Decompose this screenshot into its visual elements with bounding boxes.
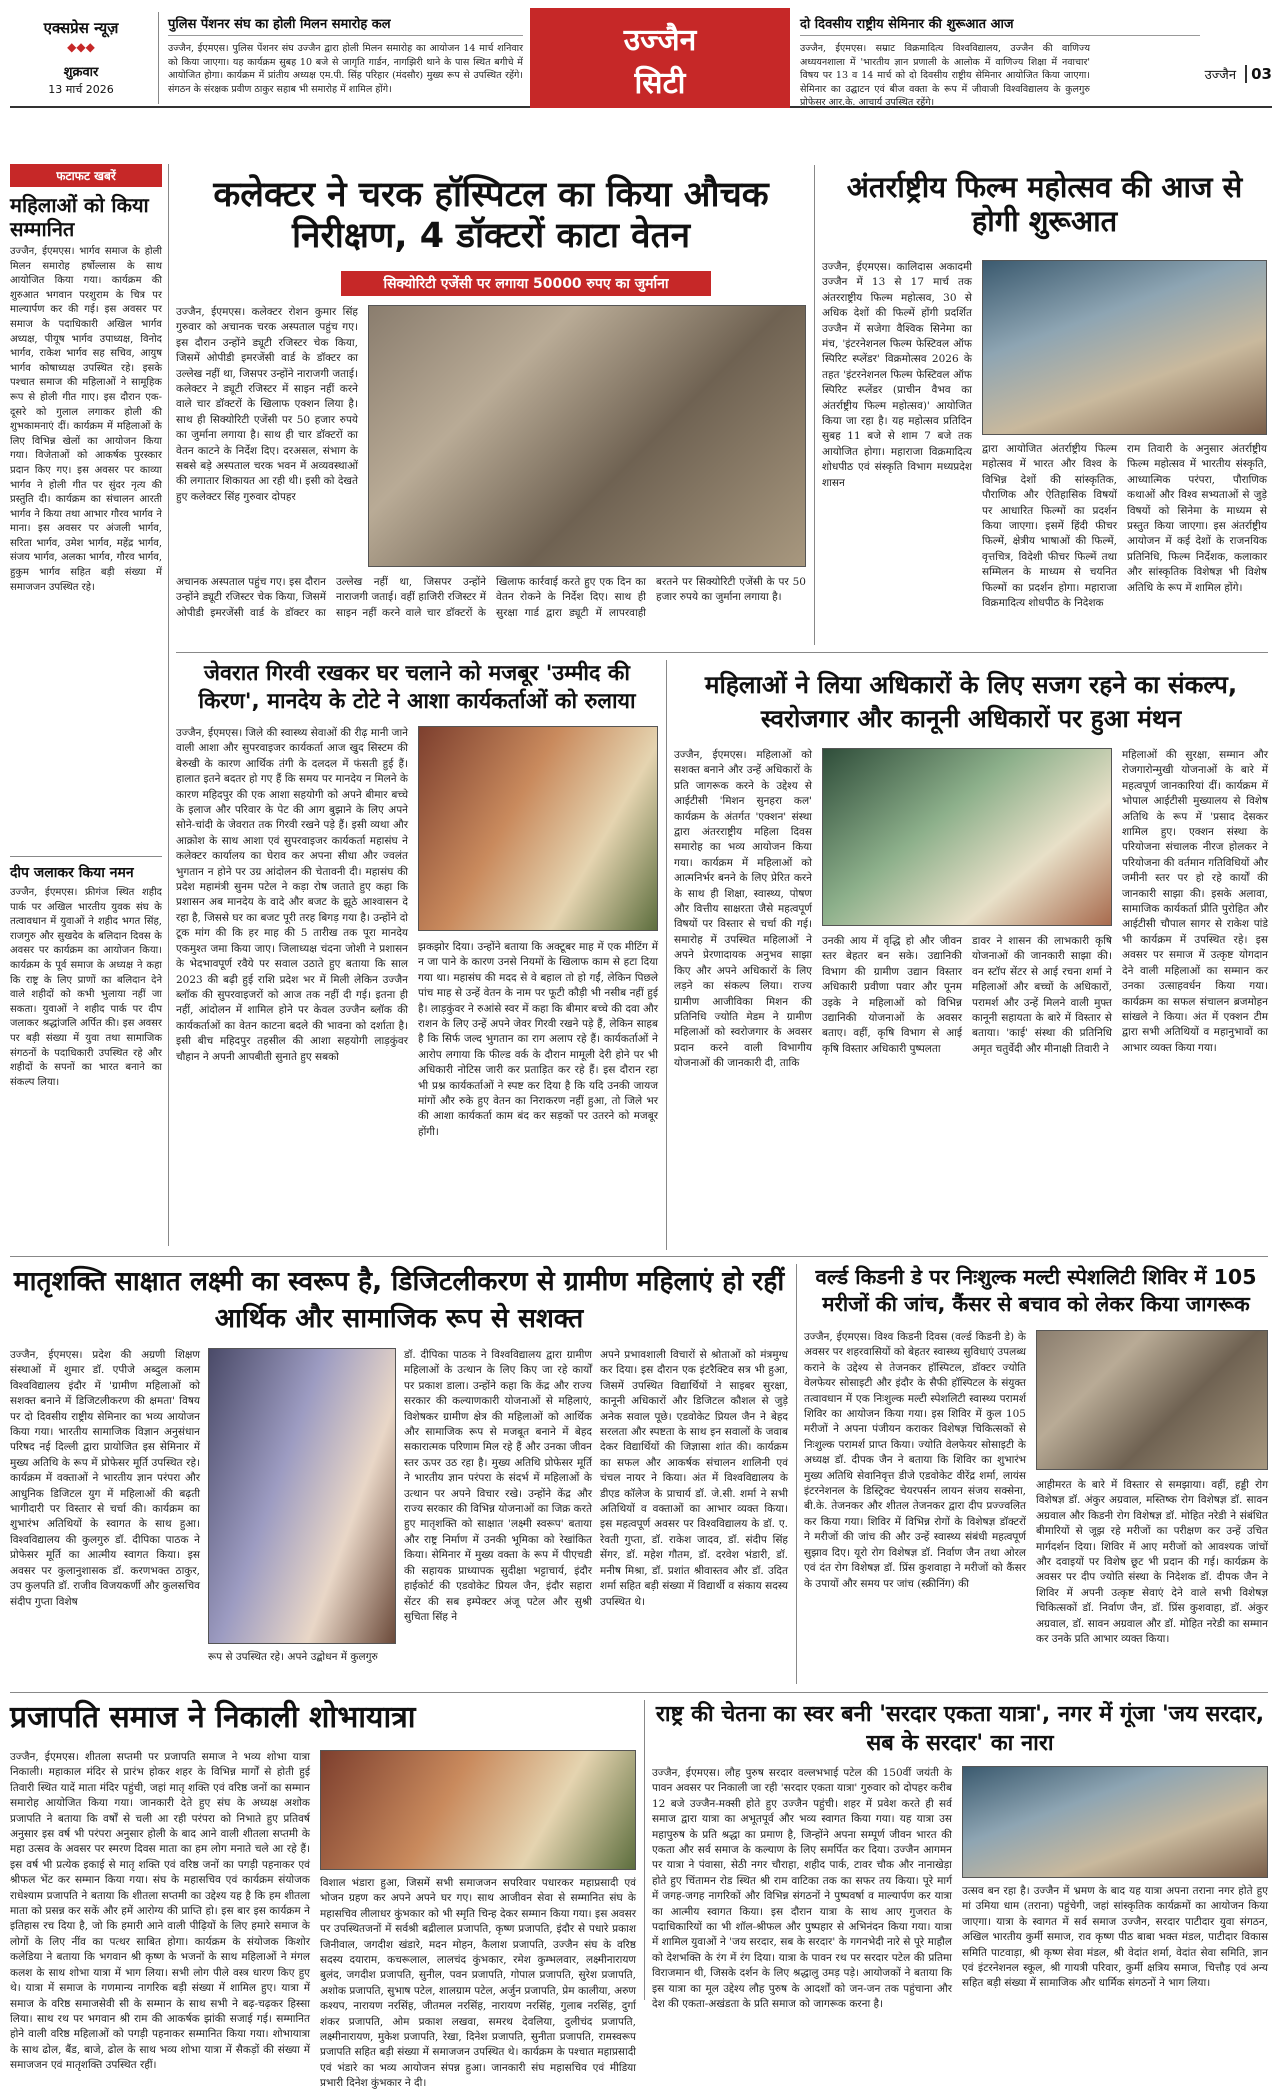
section-title-box bbox=[530, 8, 790, 108]
section-title-line2: सिटी bbox=[634, 66, 686, 101]
collector-photo bbox=[368, 305, 806, 567]
asha-photo bbox=[418, 726, 658, 931]
sardar-headline: राष्ट्र की चेतना का स्वर बनी 'सरदार एकता यात्रा', नगर में गूंजा 'जय सरदार, सब के सरदार' का नारा bbox=[655, 1702, 1265, 1757]
sidebar-story1-text: उज्जैन, ईएमएस। भार्गव समाज के होली मिलन समारोह हर्षोल्लास के साथ आयोजित किया गया। कार्यक्रम की शुरुआत भगवान परशुराम के चित्र पर माल्यार्पण कर की गई। इस अवसर पर समाज के पदाधिकारी अखिल भार्गव अध्यक्ष, पीयूष भार्गव उपाध्यक्ष, विनोद भार्गव, राकेश भार्गव सह सचिव, आयुष भार्गव कोषाध्यक्ष उपस्थित रहे। इसके पश्चात समाज की महिलाओं ने सामूहिक रूप से होली गीत गाए। इस दौरान एक-दूसरे को गुलाल लगाकर होली की शुभकामनाएं दीं। कार्यक्रम में महिलाओं के लिए विभिन्न खेलों का आयोजन किया गया। विजेताओं को आकर्षक पुरस्कार प्रदान किए गए। इस अवसर पर काव्या भार्गव ने होली गीत पर सुंदर नृत्य की प्रस्तुति दी। कार्यक्रम का संचालन आरती भार्गव ने किया तथा आभार गौरव भार्गव ने माना। इस अवसर पर अंजली भार्गव, सरिता भार्गव, उमेश भार्गव, महेंद्र भार्गव, संजय भार्गव, अलका भार्गव, गौरव भार्गव, हुकुम भार्गव सहित बड़ी संख्या में समाजजन उपस्थित रहे। bbox=[10, 246, 162, 593]
kidney-col1: उज्जैन, ईएमएस। विश्व किडनी दिवस (वर्ल्ड किडनी डे) के अवसर पर शहरवासियों को बेहतर स्वास्थ्य सुविधाएं उपलब्ध कराने के उद्देश्य से तेजनकर हॉस्पिटल, डॉक्टर ज्योति वेलफेयर सोसाइटी और इंदौर के सैफी हॉस्पिटल के संयुक्त तत्वावधान में एक निःशुल्क मल्टी स्पेशलिटी स्वास्थ्य परामर्श शिविर का आयोजन किया गया। इस शिविर में कुल 105 मरीजों ने अपना पंजीयन कराकर विशेषज्ञ चिकित्सकों से निःशुल्क परामर्श प्राप्त किया। ज्योति वेलफेयर सोसाइटी के अध्यक्ष डॉ. दीपक जैन ने बताया कि शिविर का शुभारंभ मुख्य अतिथि सेवानिवृत्त डीजे एडवोकेट वीरेंद्र शर्मा, लायंस इंटरनेशनल के डिस्ट्रिक्ट चेयरपर्सन लायन संजय सक्सेना, बी.के. तेजनकर और शीतल तेजनकर द्वारा दीप प्रज्ज्वलित कर किया गया। शिविर में विभिन्न रोगों के विशेषज्ञ डॉक्टरों ने मरीजों की जांच की और उन्हें स्वास्थ्य संबंधी महत्वपूर्ण सुझाव दिए। यूरो रोग विशेषज्ञ डॉ. निर्वाण जैन तथा ओरल एवं दंत रोग विशेषज्ञ डॉ. प्रिंस कुशवाहा ने मरीजों को कैंसर के उपायों और समय पर जांच (स्क्रीनिंग) की bbox=[804, 1331, 1026, 1590]
prajapati-col2: विशाल भंडारा हुआ, जिसमें सभी समाजजन सपरिवार पधारकर महाप्रसादी एवं भोजन ग्रहण कर अपने अपने घर गए। साथ आजीवन सेवा से सम्मानित संघ के महासचिव लीलाधर कुंभकार को भी स्मृति चिन्ह देकर सम्मान किया गया। इस अवसर पर उपस्थितजनों में सर्वश्री बद्रीलाल प्रजापति, कृष्ण प्रजापति, इंदौर से पधारे प्रकाश जिनीवाल, जगदीश खंडारे, मदन मोहन, कैलाश प्रजापति, उज्जैन संघ के वरिष्ठ सदस्य दयाराम, कचरूलाल, लालचंद कुंभकार, रमेश कुम्भलवार, लक्ष्मीनारायण बुलंद, जगदीश प्रजापति, सुनील, पवन प्रजापति, गोपाल प्रजापति, सुरेश प्रजापति, अशोक प्रजापति, सुभाष पटेल, शालग्राम पटेल, अर्जुन प्रजापति, प्रेम कालीया, अरुण कश्यप, नारायण नरसिंह, जीतमल नरसिंह, नारायण नरसिंह, गुलाब नरसिंह, दुर्गा शंकर प्रजापति, ओम प्रकाश लखवा, समरथ देवलिया, दुलीचंद प्रजापति, लक्ष्मीनारायण, मुकेश प्रजापति, रेखा, दिनेश प्रजापति, सुनीता प्रजापति, रामस्वरूप प्रजापति सहित बड़ी संख्या में समाजजन उपस्थित थे। कार्यक्रम के पश्चात महाप्रसादी एवं भंडारे का भव्य आयोजन संपन्न हुआ। जानकारी संघ महासचिव एवं मीडिया प्रभारी दिनेश कुंभकार ने दी। bbox=[320, 1877, 636, 2090]
sidebar-story2-text: उज्जैन, ईएमएस। फ्रीगंज स्थित शहीद पार्क पर अखिल भारतीय युवक संघ के तत्वावधान में युवाओं ने शहीद भगत सिंह, राजगुरु और सुखदेव के बलिदान दिवस के अवसर पर कार्यक्रम का आयोजन किया। कार्यक्रम के पूर्व समाज के अध्यक्ष ने कहा कि राष्ट्र के लिए प्राणों का बलिदान देने वाले शहीदों को कभी भुलाया नहीं जा सकता। युवाओं ने शहीद पार्क पर दीप जलाकर श्रद्धांजलि अर्पित की। इस अवसर पर बड़ी संख्या में युवा तथा सामाजिक संगठनों के पदाधिकारी उपस्थित रहे और शहीदों के सपनों का भारत बनाने का संकल्प लिया। bbox=[10, 887, 162, 1088]
sardar-photo bbox=[962, 1766, 1268, 1878]
brand-diamond-icon: ◆◆◆ bbox=[67, 40, 95, 54]
masthead bbox=[10, 8, 1272, 108]
digital-col1: उज्जैन, ईएमएस। प्रदेश की अग्रणी शिक्षण संस्थाओं में शुमार डॉ. एपीजे अब्दुल कलाम विश्वविद्यालय इंदौर में 'ग्रामीण महिलाओं को सशक्त बनाने में डिजिटलीकरण की क्षमता' विषय पर दो दिवसीय राष्ट्रीय सेमिनार का भव्य आयोजन किया गया। भारतीय सामाजिक विज्ञान अनुसंधान परिषद नई दिल्ली द्वारा प्रायोजित इस सेमिनार में मुख्य अतिथि के रूप में प्रोफेसर मूर्ति उपस्थित रहे। कार्यक्रम में वक्ताओं ने भारतीय ज्ञान परंपरा और आधुनिक डिजिटल युग में महिलाओं की बढ़ती भागीदारी पर विस्तार से चर्चा की। कार्यक्रम का शुभारंभ अतिथियों के स्वागत के साथ हुआ। विश्वविद्यालय की कुलगुरु डॉ. दीपिका पाठक ने प्रोफेसर मूर्ति का आत्मीय स्वागत किया। इस अवसर पर कुलानुशासक डॉ. करणभक्त ठाकुर, उप कुलपति डॉ. राजीव विजयकर्णी और कुलसचिव संदीप गुप्ता विशेष bbox=[10, 1349, 200, 1608]
sidebar bbox=[10, 164, 162, 1250]
film-col1: उज्जैन, ईएमएस। कालिदास अकादमी उज्जैन में 13 से 17 मार्च तक अंतरराष्ट्रीय फिल्म महोत्सव, 30 से अधिक देशों की फिल्में होंगी प्रदर्शित उज्जैन में सजेगा वैश्विक सिनेमा का मंच, 'इंटरनेशनल फिल्म फेस्टिवल ऑफ स्पिरिट स्प्लेंडर' विक्रमोत्सव 2026 के तहत 'इंटरनेशनल फिल्म फेस्टिवल ऑफ स्पिरिट स्प्लेंडर (प्राचीन वैभव का अंतर्राष्ट्रीय फिल्म महोत्सव)' आयोजित किया जा रहा है। यह महोत्सव प्रतिदिन सुबह 11 बजे से शाम 7 बजे तक आयोजित होगा। महाराजा विक्रमादित्य शोधपीठ एवं संस्कृति विभाग मध्यप्रदेश शासन bbox=[822, 261, 972, 489]
page-label-city: उज्जैन bbox=[1204, 68, 1237, 83]
women-col4: महिलाओं की सुरक्षा, सम्मान और रोजगारोन्मुखी योजनाओं के बारे में महत्वपूर्ण जानकारियां दीं। कार्यक्रम में भोपाल आईटीसी मुख्यालय से विशेष अतिथि के रूप में 'प्रसाद देसकर शामिल हुए। एक्शन संस्था के परियोजना संचालक नीरज होलकर ने परियोजना की वर्तमान गतिविधियों और जमीनी स्तर पर हो रहे कार्यों की जानकारी साझा की। इसके अलावा, सामाजिक कार्यकर्ता प्रीति पुरोहित और आईटीसी चौपाल सागर से राकेश पांडे भी कार्यक्रम में उपस्थित रहे। इस अवसर पर समाज में उत्कृष्ट योगदान देने वाली महिलाओं का सम्मान कर उनका उत्साहवर्धन किया गया। कार्यक्रम का सफल संचालन ब्रजमोहन सांखले ने किया। अंत में एक्शन टीम द्वारा सभी अतिथियों व महानुभावों का आभार व्यक्त किया गया। bbox=[1122, 749, 1268, 1054]
sidebar-story2-title: दीप जलाकर किया नमन bbox=[10, 865, 134, 881]
women-col2: उनकी आय में वृद्धि हो और जीवन स्तर बेहतर बन सके। उद्यानिकी विभाग की ग्रामीण उद्यान विस्तार अधिकारी प्रवीणा पवार और पूनम उइके ने महिलाओं को विभिन्न उद्यानिकी योजनाओं के अवसर बताए। वहीं, कृषि विभाग से आई कृषि विस्तार अधिकारी पुष्पलता bbox=[822, 935, 962, 1055]
article-film bbox=[822, 170, 1267, 645]
kidney-col2: आहीमरत के बारे में विस्तार से समझाया। वहीं, हड्डी रोग विशेषज्ञ डॉ. अंकुर अग्रवाल, मस्तिष्क रोग विशेषज्ञ डॉ. सावन अग्रवाल और किडनी रोग विशेषज्ञ डॉ. मोहित नरेडी ने संबंधित बीमारियों से जूझ रहे मरीजों का परीक्षण कर उन्हें उचित मार्गदर्शन दिया। शिविर में आए मरीजों को आवश्यक जांचों और दवाइयों पर विशेष छूट भी प्रदान की गई। कार्यक्रम के अवसर पर दीप ज्योति संस्था के निदेशक डॉ. दीपक जैन ने शिविर में अपनी उत्कृष्ट सेवाएं देने वाले सभी विशेषज्ञ चिकित्सकों डॉ. निर्वाण जैन, डॉ. प्रिंस कुशवाहा, डॉ. अंकुर अग्रवाल, डॉ. सावन अग्रवाल और डॉ. मोहित नरेडी का सम्मान कर उनके प्रति आभार व्यक्त किया। bbox=[1036, 1479, 1268, 1646]
article-women bbox=[674, 668, 1268, 1250]
collector-caption-row: अचानक अस्पताल पहुंच गए। इस दौरान उन्होंने ड्यूटी रजिस्टर चेक किया, जिसमें ओपीडी इमरजेंसी वार्ड के डॉक्टर का उल्लेख नहीं था, जिसपर उन्होंने नाराजगी जताई। वहीं हाजिरी रजिस्टर में साइन नहीं करने वाले चार डॉक्टरों के खिलाफ कार्रवाई करते हुए एक दिन का वेतन रोकने के निर्देश दिए। साथ ही सुरक्षा गार्ड द्वारा ड्यूटी में लापरवाही बरतने पर सिक्योरिटी एजेंसी के पर 50 हजार रुपये का जुर्माना लगाया है। bbox=[176, 576, 806, 619]
digital-headline: मातृशक्ति साक्षात लक्ष्मी का स्वरूप है, डिजिटलीकरण से ग्रामीण महिलाएं हो रहीं आर्थिक और सामाजिक रूप से सशक्त bbox=[13, 1266, 785, 1334]
prajapati-col1: उज्जैन, ईएमएस। शीतला सप्तमी पर प्रजापति समाज ने भव्य शोभा यात्रा निकाली। महाकाल मंदिर से प्रारंभ होकर शहर के विभिन्न मार्गों से होती हुई तिवारी स्थित यादें माता मंदिर पहुंची, जहां मातृ शक्ति एवं वरिष्ठ जनों का सम्मान समारोह आयोजित किया गया। जानकारी देते हुए संघ के अध्यक्ष अशोक प्रजापति ने बताया कि वर्षों से चली आ रही परंपरा को निभाते हुए प्रतिवर्ष अनुसार इस वर्ष भी परंपरा अनुसार होली के बाद आने वाली शीतला सप्तमी के महा उत्सव के अवसर पर स्मरण दिवस माता का हम लोग मनाते चले आ रहे हैं। इस वर्ष भी प्रत्येक इकाई से मातृ शक्ति एवं वरिष्ठ जनों का पगड़ी पहनाकर एवं श्रीफल भेंट कर सम्मान किया गया। संघ के महासचिव एवं कार्यक्रम संयोजक राधेश्याम प्रजापति ने बताया कि शीतला सप्तमी का उद्देश्य यह है कि हम शीतला माता को प्रसन्न कर सकें और हमें आरोग्य की प्राप्ति हो। इस बार इस कार्यक्रम ने इतिहास रच दिया है, जो कि हमारी आने वाली पीढ़ियों के लिए हमारे समाज के लोगों के लिए नींव का पत्थर साबित होगा। कार्यक्रम के संयोजक किशोर कलेडिया ने बताया कि भगवान श्री कृष्ण के भजनों के साथ महिलाओं ने मंगल कलश के साथ शोभा यात्रा में भाग लिया। सभी लोग पीले वस्त्र धारण किए हुए थे। यात्रा में समाज के गणमान्य नागरिक बड़ी संख्या में शामिल हुए। यात्रा में समाज के वरिष्ठ समाजसेवी सी के सम्मान के साथ सभी ने बढ़-चढ़कर हिस्सा लिया। साथ रथ पर भगवान श्री राम की आकर्षक झांकी सजाई गई। सम्मानित होने वाली वरिष्ठ महिलाओं को पगड़ी पहनाकर सम्मानित किया गया। शोभायात्रा के साथ ढोल, बैंड, बाजे, ढोल के साथ भव्य शोभा यात्रा में सैकड़ों की संख्या में समाजजन एवं मातृशक्ति उपस्थित रहीं। bbox=[10, 1751, 310, 2072]
digital-col4: अपने प्रभावशाली विचारों से श्रोताओं को मंत्रमुग्ध कर दिया। इस दौरान एक इंटरैक्टिव सत्र भी हुआ, जिसमें उपस्थित विद्यार्थियों ने साइबर सुरक्षा, कानूनी अधिकारों और डिजिटल कौशल से जुड़े अनेक सवाल पूछे। एडवोकेट प्रियल जैन ने बेहद सरलता और स्पष्टता के साथ इन सवालों के जवाब देकर विद्यार्थियों की जिज्ञासा शांत की। कार्यक्रम का सफल और आकर्षक संचालन शालिनी एवं चंचल नायर ने किया। अंत में विश्वविद्यालय के डीएड कॉलेज के प्राचार्य डॉ. जे.सी. शर्मा ने सभी अतिथियों व वक्ताओं का आभार व्यक्त किया। इस महत्वपूर्ण अवसर पर विश्वविद्यालय के डॉ. ए. रेवती गुप्ता, डॉ. राकेश जादव, डॉ. संदीप सिंह सेंगर, डॉ. महेश गौतम, डॉ. दरवेश भंडारी, डॉ. मनीष मिश्रा, डॉ. प्रशांत श्रीवास्तव और डॉ. उदित शर्मा सहित बड़ी संख्या में विद्यार्थी व संकाय सदस्य उपस्थित थे। bbox=[600, 1349, 788, 1608]
collector-headline: कलेक्टर ने चरक हॉस्पिटल का किया औचक निरीक्षण, 4 डॉक्टरों काटा वेतन bbox=[213, 175, 769, 257]
brief-left-text: उज्जैन, ईएमएस। पुलिस पेंशनर संघ उज्जैन द्वारा होली मिलन समारोह का आयोजन 14 मार्च शनिवार को किया जाएगा। यह कार्यक्रम सुबह 10 बजे से जागृति गार्डन, नागझिरी थाने के पास स्थित बगीचे में आयोजित होगा। कार्यक्रम में प्रांतीय अध्यक्ष एम.पी. सिंह परिहार (मंदसौर) मुख्य रूप से उपस्थित रहेंगे। संगठन के संरक्षक प्रवीण ठाकुर सहाब भी समारोह में शामिल होंगे। bbox=[168, 43, 523, 95]
women-col1: उज्जैन, ईएमएस। महिलाओं को सशक्त बनाने और उन्हें अधिकारों के प्रति जागरूक करने के उद्देश्य से आईटीसी 'मिशन सुनहरा कल' कार्यक्रम के अंतर्गत 'एक्शन' संस्था द्वारा अंतरराष्ट्रीय महिला दिवस समारोह का भव्य आयोजन किया गया। कार्यक्रम में महिलाओं को आत्मनिर्भर बनने के लिए प्रेरित करने के साथ ही शिक्षा, स्वास्थ्य, पोषण और वित्तीय साक्षरता जैसे महत्वपूर्ण विषयों पर विस्तार से चर्चा की गई। समारोह में उपस्थित महिलाओं ने अपने प्रेरणादायक अनुभव साझा किए और अपने अधिकारों के लिए लड़ने का संकल्प लिया। राज्य ग्रामीण आजीविका मिशन की प्रतिनिधि ज्योति मेडम ने ग्रामीण महिलाओं को स्वरोजगार के अवसर प्रदान करने वाली विभागीय योजनाओं की जानकारी दी, ताकि bbox=[674, 749, 812, 1070]
issue-day: शुक्रवार bbox=[63, 65, 99, 80]
brand-box bbox=[10, 8, 152, 108]
digital-photo bbox=[208, 1348, 396, 1644]
asha-col2: झकझोर दिया। उन्होंने बताया कि अक्टूबर माह में एक मीटिंग में न जा पाने के कारण उनसे नियमों के खिलाफ काम से हटा दिया गया था। महासंघ की मदद से वे बहाल तो हो गईं, लेकिन पिछले पांच माह से उन्हें वेतन के नाम पर फूटी कौड़ी भी नसीब नहीं हुई है। लाड़कुंवर ने रुआंसे स्वर में कहा कि बीमार बच्चे की दवा और राशन के लिए उन्हें अपने जेवर गिरवी रखने पड़े हैं, लेकिन साहब है कि सिर्फ जल्द भुगतान का राग अलाप रहे हैं। कार्यकर्ताओं ने आरोप लगाया कि फील्ड वर्क के दौरान मामूली देरी होने पर भी अधिकारी नोटिस जारी कर प्रताड़ित कर रहे हैं। इस दौरान रहा भी प्रश्न कार्यकर्ताओं ने स्पष्ट कर दिया है कि यदि उनकी जायज मांगों और रुके हुए वेतन का निराकरण नहीं हुआ, तो जिले भर की आशा कार्यकर्ता काम बंद कर सड़कों पर उतरने को मजबूर होंगी। bbox=[418, 941, 658, 1138]
asha-col1: उज्जैन, ईएमएस। जिले की स्वास्थ्य सेवाओं की रीढ़ मानी जाने वाली आशा और सुपरवाइजर कार्यकर्ता आज खुद सिस्टम की बेरुखी के कारण आर्थिक तंगी के दलदल में फंसती हुई हैं। हालात इतने बदतर हो गए हैं कि समय पर मानदेय न मिलने के कारण महिदपुर की एक आशा सहयोगी को अपने बीमार बच्चे के इलाज और परिवार के पेट की आग बुझाने के लिए अपने सोने-चांदी के जेवरात तक गिरवी रखने पड़े हैं। इसी व्यथा और आक्रोश के साथ आशा एवं सुपरवाइजर कार्यकर्ता महासंघ ने कलेक्टर कार्यालय का घेराव कर अपना सीधा और ज्वलंत भुगतान न होने पर उग्र आंदोलन की चेतावनी दी। महासंघ की प्रदेश महामंत्री सुनम पटेल ने कड़ा रोष जताते हुए कहा कि प्रशासन अब मानदेय के वादे और बजट के झूठे आश्वासन दे रहा है, जिससे घर का बजट पूरी तरह बिगड़ गया है। उन्होंने दो टूक मांग की कि हर माह की 5 तारीख तक पूरा मानदेय एकमुश्त जमा किया जाए। जिलाध्यक्ष चंदना जोशी ने प्रशासन के भेदभावपूर्ण रवैये पर सवाल उठाते हुए बताया कि साल 2023 की बढ़ी हुई राशि प्रदेश भर में मिली लेकिन उज्जैन ब्लॉक की सुपरवाइजरों को आज तक नहीं दी गई। इतना ही नहीं, आंदोलन में शामिल होने पर केवल उज्जैन ब्लॉक की कार्यकर्ताओं का वेतन काटना बदले की भावना को दर्शाता है। इसी बीच महिदपुर तहसील की आशा सहयोगी लाड़कुंवर चौहान ने अपनी आपबीती सुनाते हुए सबको bbox=[176, 727, 408, 1063]
film-photo bbox=[982, 260, 1267, 435]
collector-col1: उज्जैन, ईएमएस। कलेक्टर रोशन कुमार सिंह गुरुवार को अचानक चरक अस्पताल पहुंच गए। इस दौरान उन्होंने ड्यूटी रजिस्टर चेक किया, जिसमें ओपीडी इमरजेंसी वार्ड के डॉक्टर का उल्लेख नहीं था, जिसपर उन्होंने नाराजगी जताई। कलेक्टर ने ड्यूटी रजिस्टर में साइन नहीं करने वाले चार डॉक्टरों के खिलाफ एक्शन लिया है। साथ ही सिक्योरिटी एजेंसी पर 50 हजार रुपये का जुर्माना लगाया है। साथ ही चार डॉक्टरों का वेतन काटने के निर्देश दिए। दरअसल, संभाग के सबसे बड़े अस्पताल चरक भवन में अव्यवस्थाओं की लगातार शिकायत आ रही थी। इसी को देखते हुए कलेक्टर सिंह गुरुवार दोपहर bbox=[176, 306, 358, 503]
article-kidney bbox=[804, 1264, 1268, 1684]
brief-right-title: दो दिवसीय राष्ट्रीय सेमिनार की शुरूआत आज bbox=[800, 14, 1200, 36]
digital-col3: डॉ. दीपिका पाठक ने विश्वविद्यालय द्वारा ग्रामीण महिलाओं के उत्थान के लिए किए जा रहे कार्यों पर प्रकाश डाला। उन्होंने कहा कि केंद्र और राज्य सरकार की कल्याणकारी योजनाओं से महिलाएं, विशेषकर ग्रामीण क्षेत्र की महिलाओं को आर्थिक और सामाजिक रूप से मजबूत बनाने में बेहद सकारात्मक परिणाम मिल रहे हैं और उनका जीवन स्तर ऊपर उठ रहा है। मुख्य अतिथि प्रोफेसर मूर्ति ने भारतीय ज्ञान परंपरा के संदर्भ में महिलाओं के उत्थान पर अपने विचार रखे। उन्होंने केंद्र और राज्य सरकार की विभिन्न योजनाओं का जिक्र करते हुए मातृशक्ति को साक्षात 'लक्ष्मी स्वरूप' बताया और राष्ट्र निर्माण में उनकी भूमिका को रेखांकित किया। सेमिनार में मुख्य वक्ता के रूप में पीएचडी की सहायक प्राध्यापक सुदीक्षा भट्टाचार्य, इंदौर हाईकोर्ट की एडवोकेट प्रियल जैन, इंदौर सहारा सेंटर की सब इम्पेक्टर अंजू पटेल और सुश्री सुचिता सिंह ने bbox=[404, 1349, 592, 1623]
kidney-headline: वर्ल्ड किडनी डे पर निःशुल्क मल्टी स्पेशलिटी शिविर में 105 मरीजों की जांच, कैंसर से बचाव को लेकर किया जागरूक bbox=[815, 1265, 1257, 1317]
brand-name: एक्सप्रेस न्यूज़ bbox=[43, 19, 119, 37]
article-sardar bbox=[652, 1700, 1268, 2011]
film-col3: राम तिवारी के अनुसार अंतर्राष्ट्रीय फिल्म महोत्सव में भारतीय संस्कृति, आध्यात्मिक परंपरा, पौराणिक कथाओं और विश्व सभ्यताओं से जुड़े विषयों को सिनेमा के माध्यम से प्रस्तुत किया जाएगा। इस अंतर्राष्ट्रीय आयोजन में कई देशों के राजनयिक प्रतिनिधि, फिल्म निर्देशक, कलाकार और सांस्कृतिक विशेषज्ञ भी विशेष अतिथि के रूप में शामिल होंगे। bbox=[1127, 443, 1267, 594]
digital-col2: रूप से उपस्थित रहे। अपने उद्बोधन में कुलगुरु bbox=[208, 1651, 378, 1663]
article-collector bbox=[176, 175, 806, 645]
film-headline: अंतर्राष्ट्रीय फिल्म महोत्सव की आज से होगी शुरूआत bbox=[846, 170, 1243, 239]
page-label bbox=[1180, 64, 1272, 88]
women-col3: डावर ने शासन की लाभकारी कृषि योजनाओं की जानकारी साझा की। वन स्टॉप सेंटर से आई रचना शर्मा ने महिलाओं और बच्चों के अधिकारों, परामर्श और उन्हें मिलने वाली मुफ्त कानूनी सहायता के बारे में विस्तार से बताया। 'काई' संस्था की प्रतिनिधि अमृत चतुर्वेदी और मीनाक्षी तिवारी ने bbox=[972, 935, 1112, 1055]
article-asha bbox=[176, 660, 658, 1250]
section-title-line1: उज्जैन bbox=[623, 23, 697, 58]
article-prajapati bbox=[10, 1700, 636, 2090]
asha-headline: जेवरात गिरवी रखकर घर चलाने को मजबूर 'उम्मीद की किरण', मानदेय के टोटे ने आशा कार्यकर्ताओं को रुलाया bbox=[198, 661, 636, 715]
brief-left bbox=[168, 14, 523, 106]
sardar-col1: उज्जैन, ईएमएस। लौह पुरुष सरदार वल्लभभाई पटेल की 150वीं जयंती के पावन अवसर पर निकाली जा रही 'सरदार एकता यात्रा' गुरुवार को दोपहर करीब 12 बजे उज्जैन-मक्सी होते हुए उज्जैन पहुंची। शहर में प्रवेश करते ही सर्व समाज द्वारा यात्रा का अभूतपूर्व और भव्य स्वागत किया गया। यह यात्रा उस महापुरुष के प्रति श्रद्धा का प्रमाण है, जिन्होंने अपना सम्पूर्ण जीवन भारत की एकता और सर्व समाज के कल्याण के लिए समर्पित कर दिया। उज्जैन आगमन पर यात्रा ने पंवासा, सेठी नगर चौराहा, शहीद पार्क, टावर चौक और नानाखेड़ा होते हुए चिंतामन रोड स्थित श्री राम वाटिका तक का सफर तय किया। पूरे मार्ग में जगह-जगह नागरिकों और विभिन्न संगठनों ने पुष्पवर्षा व माल्यार्पण कर यात्रा का आत्मीय स्वागत किया। इस दौरान यात्रा के साथ आए गुजरात के पदाधिकारियों का भी शॉल-श्रीफल और पुष्पहार से अभिनंदन किया गया। यात्रा में शामिल युवाओं ने 'जय सरदार, सब के सरदार' के गगनभेदी नारे से पूरे माहौल को देशभक्ति के रंग में रंग दिया। यात्रा के पावन रथ पर सरदार पटेल की प्रतिमा विराजमान थी, जिसके दर्शन के लिए श्रद्धालु उमड़ पड़े। आयोजकों ने बताया कि इस यात्रा का मूल उद्देश्य लौह पुरुष के आदर्शों को जन-जन तक पहुंचाना और देश की एकता-अखंडता के प्रति समाज को जागरूक करना है। bbox=[652, 1767, 952, 2011]
women-headline: महिलाओं ने लिया अधिकारों के लिए सजग रहने का संकल्प, स्वरोजगार और कानूनी अधिकारों पर हुआ मंथन bbox=[704, 670, 1238, 733]
brief-left-title: पुलिस पेंशनर संघ का होली मिलन समारोह कल bbox=[168, 14, 523, 36]
prajapati-headline: प्रजापति समाज ने निकाली शोभायात्रा bbox=[10, 1700, 416, 1735]
prajapati-photo bbox=[320, 1750, 636, 1870]
women-photo bbox=[822, 748, 1112, 926]
sardar-col2: उत्सव बन रहा है। उज्जैन में भ्रमण के बाद यह यात्रा अपना तराना नगर होते हुए मां उमिया धाम (तराना) पहुंचेगी, जहां सांस्कृतिक कार्यक्रमों का आयोजन किया जाएगा। यात्रा के स्वागत में सर्व समाज उज्जैन, सरदार पाटीदार युवा संगठन, अखिल भारतीय कुर्मी समाज, राव कृष्ण पीठ बाबा भक्त मंडल, पाटीदार विकास समिति पाटवाड़ा, श्री कृष्ण सेवा मंडल, श्री वेदांत शर्मा, वेदांत सेवा समिति, ज्ञान एवं इंटरनेशनल स्कूल, श्री गायत्री परिवार, कुर्मी क्षत्रिय समाज, चित्तौड़ एवं अन्य सहित बड़ी संख्या में सामाजिक और धार्मिक संगठनों ने भाग लिया। bbox=[962, 1885, 1268, 1990]
film-col2: द्वारा आयोजित अंतर्राष्ट्रीय फिल्म महोत्सव में भारत और विश्व के विभिन्न देशों की सांस्कृतिक, पौराणिक और ऐतिहासिक विषयों पर आधारित फिल्मों का प्रदर्शन किया जाएगा। इसमें हिंदी फीचर फिल्में, क्षेत्रीय भाषाओं की फिल्में, वृत्तचित्र, विदेशी फीचर फिल्में तथा सम्मिलन के माध्यम से चयनित फिल्मों का प्रदर्शन होगा। महाराजा विक्रमादित्य शोधपीठ के निदेशक bbox=[982, 443, 1117, 610]
page-number: 03 bbox=[1245, 65, 1272, 83]
sidebar-story1-title: महिलाओं को किया सम्मानित bbox=[10, 193, 149, 241]
sidebar-tag: फटाफट खबरें bbox=[10, 164, 162, 187]
brief-right bbox=[800, 14, 1200, 106]
issue-date: 13 मार्च 2026 bbox=[48, 83, 114, 96]
collector-subhead: सिक्योरिटी एजेंसी पर लगाया 50000 रुपए का जुर्माना bbox=[341, 271, 711, 296]
brief-right-text: उज्जैन, ईएमएस। सम्राट विक्रमादित्य विश्वविद्यालय, उज्जैन की वाणिज्य अध्ययनशाला में 'भारतीय ज्ञान प्रणाली के आलोक में वाणिज्य शिक्षा में नवाचार' विषय पर 13 व 14 मार्च को दो दिवसीय राष्ट्रीय सेमिनार आयोजित किया जाएगा। सेमिनार का उद्घाटन एवं बीज वक्ता के रूप में जीवाजी विश्वविद्यालय के कुलगुरु प्रोफेसर आर.के. आचार्य उपस्थित रहेंगे। bbox=[800, 43, 1090, 108]
kidney-photo bbox=[1036, 1330, 1268, 1470]
